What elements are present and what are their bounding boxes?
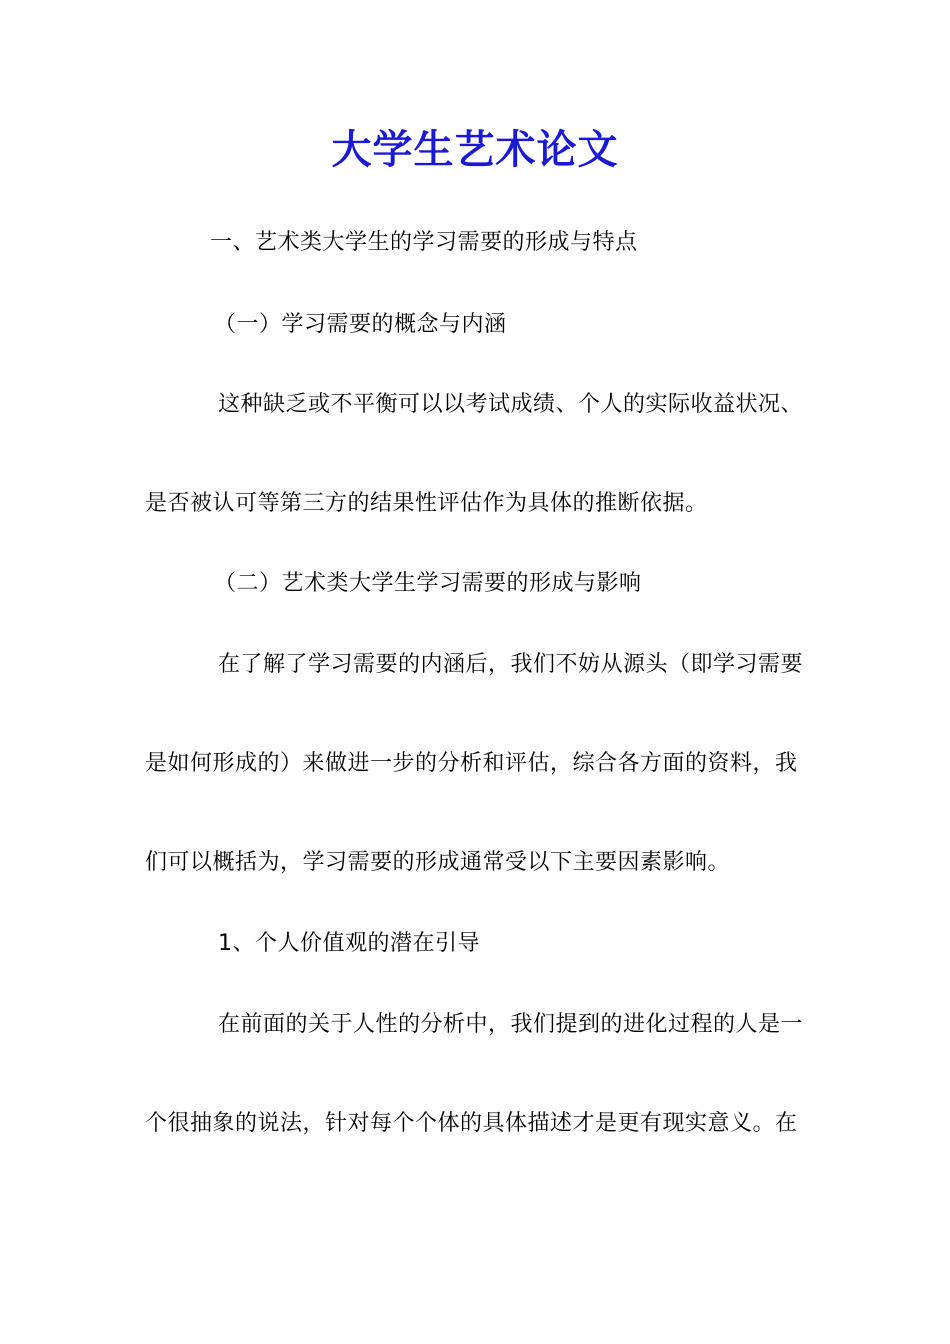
paragraph-line: 在前面的关于人性的分析中，我们提到的进化过程的人是一 (218, 1012, 804, 1037)
paragraph-line: 个很抽象的说法，针对每个个体的具体描述才是更有现实意义。在 (145, 1111, 798, 1136)
paragraph-line: 这种缺乏或不平衡可以以考试成绩、个人的实际收益状况、 (218, 392, 804, 417)
paragraph-line: 们可以概括为，学习需要的形成通常受以下主要因素影响。 (145, 850, 731, 875)
paragraph-line: 在了解了学习需要的内涵后，我们不妨从源头（即学习需要 (218, 652, 804, 677)
section-heading: 一、艺术类大学生的学习需要的形成与特点 (210, 230, 638, 255)
subsection-heading: （二）艺术类大学生学习需要的形成与影响 (214, 571, 642, 596)
subsection-heading: （一）学习需要的概念与内涵 (214, 312, 507, 337)
list-item-heading: 1、个人价值观的潜在引导 (218, 931, 480, 956)
paragraph-line: 是否被认可等第三方的结果性评估作为具体的推断依据。 (145, 491, 708, 516)
paragraph-line: 是如何形成的）来做进一步的分析和评估，综合各方面的资料，我 (145, 751, 798, 776)
document-title: 大学生艺术论文 (331, 127, 619, 173)
